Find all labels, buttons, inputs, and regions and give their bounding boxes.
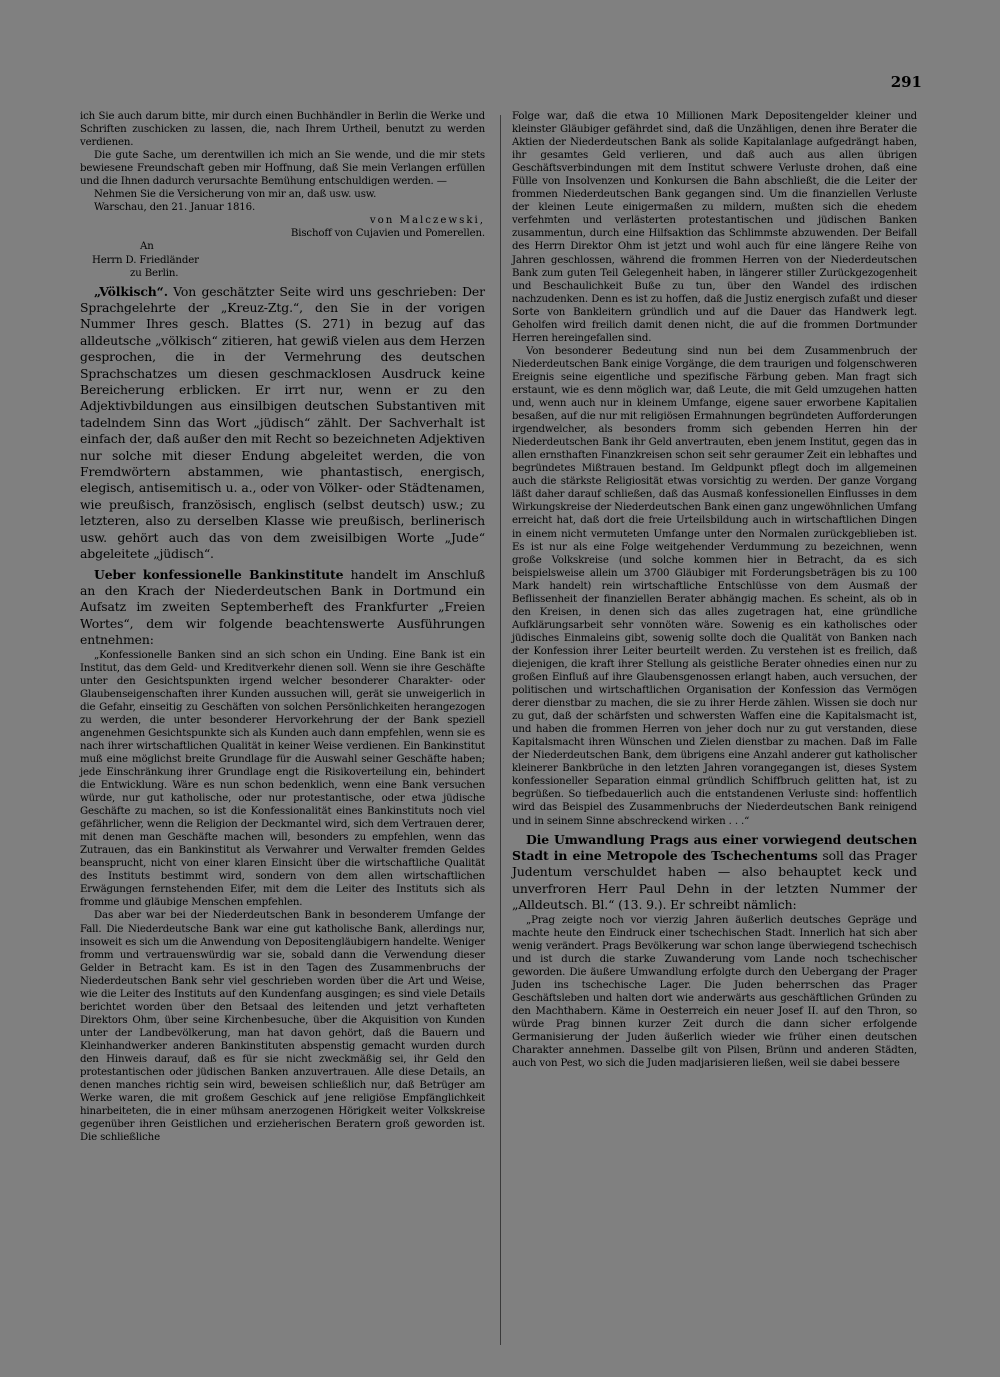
- address-name: Herrn D. Friedländer: [92, 254, 199, 266]
- letter-paragraph-2: Die gute Sache, um derentwillen ich mich an Sie wende, und die mir stets bewiesene Freundschaft geben mir Hoffnung, daß Sie mein Verlangen erfüllen und die Ihnen dadurch verursachte Bemühung entschuldigen werden. —: [80, 150, 485, 188]
- signature-title: Bischoff von Cujavien und Pomerellen.: [290, 228, 485, 240]
- column-divider: [500, 115, 501, 1345]
- page-number: 291: [890, 73, 922, 91]
- bank-quote-paragraph-1: „Konfessionelle Banken sind an sich schon ein Unding. Eine Bank ist ein Institut, das dem Geld- und Kreditverkehr dienen soll. Wenn sie ihre Geschäfte unter den Gesichtspunkten irgend welcher besonderer Charakter- oder Glaubenseigenschaften ihrer Kunden aussuchen will, gerät sie unweigerlich in die Gefahr, einseitig zu Geschäften von solchen Persönlichkeiten herangezogen zu werden, die unter besonderer Hervorkehrung der der Bank speziell angenehmen Gesichtspunkte sich als Kunden auch dann empfehlen, wenn sie es nach ihrer wirtschaftlichen Qualität in keiner Weise verdienen. Ein Bankinstitut muß eine möglichst breite Grundlage für die Auswahl seiner Geschäfte haben; jede Einschränkung ihrer Grundlage engt die Risikoverteilung ein, behindert die Entwicklung. Wäre es nun schon bedenklich, wenn eine Bank versuchen würde, nur gut katholische, oder nur protestantische, oder etwa jüdische Geschäfte zu machen, so ist die Konfessionalität eines Bankinstituts noch viel gefährlicher, wenn die Religion der Deckmantel wird, sich dem Vertrauen derer, mit denen man Geschäfte machen will, besonders zu empfehlen, wenn das Zutrauen, das ein Bankinstitut als Verwahrer und Verwalter fremden Geldes beansprucht, nicht von einer klaren Einsicht über die wirtschaftliche Qualität des Instituts bestimmt wird, sondern von dem allen wirtschaftlichen Erwägungen fernstehenden Eifer, mit dem die Leiter des Instituts sich als fromme und gläubige Menschen empfehlen.: [80, 649, 485, 909]
- voelkisch-text: Von geschätzter Seite wird uns geschrieben: Der Sprachgelehrte der „Kreuz-Ztg.“, den Sie in der vorigen Nummer Ihres gesch. Blattes (S. 271) in bezug auf das alldeutsche „völkisch“ zitieren, hat gewiß vielen aus dem Herzen gesprochen, die in der Vermehrung des deutschen Sprachschatzes um diesen geschmacklosen Ausdruck keine Bereicherung erblicken. Er irrt nur, wenn er zu den Adjektivbildungen aus einsilbigen deutschen Substantiven mit tadelndem Sinn das Wort „jüdisch“ zählt. Der Sachverhalt ist einfach der, daß außer den mit Recht so bezeichneten Adjektiven nur solche mit dieser Endung abgeleitet werden, die von Fremdwörtern abstammen, wie phantastisch, energisch, elegisch, antisemitisch u. a., oder von Völker- oder Städtenamen, wie preußisch, französisch, englisch (selbst deutsch) usw.; zu letzteren, also zu derselben Klasse wie preußisch, berlinerisch usw. gehört auch das von dem zweisilbigen Worte „Jude“ abgeleitete „jüdisch“.: [80, 283, 485, 562]
- voelkisch-heading: „Völkisch“.: [94, 283, 168, 299]
- bank-continuation-1: Folge war, daß die etwa 10 Millionen Mark Depositengelder kleiner und kleinster Gläubiger gefährdet sind, daß die Unzähligen, denen ihre Berater die Aktien der Niederdeutschen Bank als solide Kapitalanlage aufgedrängt haben, ihr gesamtes Geld verlieren, und daß auch aus allen übrigen Geschäftsverbindungen mit dem Institut schwere Verluste drohen, daß eine Fülle von Insolvenzen und Konkursen die Bahn abschließt, die die Leiter der frommen Niederdeutschen Bank gegangen sind. Um die finanziellen Verluste der kleinen Leute einigermaßen zu mildern, mußten sich die ehedem verfehmten und verlästerten protestantischen und jüdischen Banken zusammentun, durch eine Hilfsaktion das Schlimmste abzuwenden. Der Beifall des Herrn Direktor Ohm ist jetzt und wohl auch für eine längere Reihe von Jahren geschlossen, während die frommen Herren von der Niederdeutschen Bank zum guten Teil Gelegenheit haben, in längerer stiller Zurückgezogenheit und Beschaulichkeit Buße zu tun, über den Wandel des irdischen nachzudenken. Denn es ist zu hoffen, daß die Justiz energisch zufaßt und dieser Sorte von Bankleitern gründlich und auf die Dauer das Handwerk legt. Geholfen wird freilich damit denen nicht, die auf die frommen Dortmunder Herren hereingefallen sind.: [512, 111, 917, 344]
- right-column: [512, 110, 917, 1070]
- voelkisch-article: [80, 284, 485, 563]
- prag-intro-text: soll das Prager Judentum verschuldet haben — also behauptet keck und unverfroren Herr Paul Dehn in der letzten Nummer der „Alldeutsch. Bl.“ (13. 9.). Er schreibt nämlich:: [512, 847, 918, 913]
- letter-date: Warschau, den 21. Januar 1816.: [94, 202, 256, 214]
- prag-article-intro: [512, 832, 917, 914]
- address-city: zu Berlin.: [130, 267, 179, 279]
- bank-continuation-2: Von besonderer Bedeutung sind nun bei dem Zusammenbruch der Niederdeutschen Bank einige Vorgänge, die dem traurigen und folgenschweren Ereignis seine eigentliche und spezifische Färbung geben. Man fragt sich erstaunt, wie es denn möglich war, daß Leute, die mit Geld umzugehen hatten und, wenn auch nur in kleinem Umfange, eigene sauer erworbene Kapitalien besaßen, auf die nur mit religiösen Ermahnungen begründeten Aufforderungen irgendwelcher, als besonders fromm sich gebenden Herren hin der Niederdeutschen Bank ihr Geld anvertrauten, eben jenem Institut, gegen das in allen ernsthaften Finanzkreisen schon seit sehr geraumer Zeit ein lebhaftes und begründetes Mißtrauen bestand. Im Geldpunkt pflegt doch im allgemeinen auch die stärkste Religiosität etwas vorsichtig zu werden. Der ganze Vorgang läßt daher darauf schließen, daß das Ausmaß konfessionellen Einflusses in dem Wirkungskreise der Niederdeutschen Bank einen ganz ungewöhnlichen Umfang erreicht hat, daß dort die freie Urteilsbildung auch in wirtschaftlichen Dingen in einem nicht vermuteten Umfange unter den Normalen zurückgeblieben ist. Es ist nur als eine Folge weitgehender Verdummung zu bezeichnen, wenn große Volkskreise (und solche kommen hier in Betracht, da es sich beispielsweise allein um 3700 Gläubiger mit Forderungsbeträgen bis zu 100 Mark handelt) rein wirtschaftliche Entschlüsse von dem Ausmaß der Beflissenheit der finanziellen Berater abhängig machen. Es scheint, als ob in den Kreisen, in denen sich das alles zugetragen hat, eine gründliche Aufklärungsarbeit sehr vonnöten wäre. Sowenig es ein katholisches oder jüdisches Einmaleins gibt, sowenig sollte doch die Qualität von Banken nach der Konfession ihrer Leiter beurteilt werden. Zu verstehen ist es freilich, daß diejenigen, die kraft ihrer Stellung als geistliche Berater ohnedies einen nur zu großen Einfluß auf ihre Glaubensgenossen erlangt haben, auch versuchen, der politischen und wirtschaftlichen Organisation der Konfession das Vermögen derer dienstbar zu machen, die sie zu ihrer Herde zählen. Wissen sie doch nur zu gut, daß der schärfsten und schwersten Waffen eine die Kapitalsmacht ist, und haben die frommen Herren von jeher doch nur zu gut verstanden, diese Kapitalsmacht ihren Wünschen und Zielen dienstbar zu machen. Daß im Falle der Niederdeutschen Bank, dem übrigens eine Anzahl anderer gut katholischer kleinerer Bankbrüche in den letzten Jahren vorangegangen ist, dieses System konfessioneller Separation einmal gründlich Schiffbruch gelitten hat, ist zu begrüßen. So tiefbedauerlich auch die entstandenen Verluste sind: hoffentlich wird das Beispiel des Zusammenbruchs der Niederdeutschen Bank reinigend und in seinem Sinne abschreckend wirken . . .“: [512, 345, 917, 827]
- prag-quote: „Prag zeigte noch vor vierzig Jahren äußerlich deutsches Gepräge und machte heute den Eindruck einer tschechischen Stadt. Innerlich hat sich aber wenig verändert. Prags Bevölkerung war schon lange überwiegend tschechisch und ist durch die starke Zuwanderung vom Lande noch tschechischer geworden. Die äußere Umwandlung erfolgte durch den Uebergang der Prager Juden ins tschechische Lager. Die Juden beherrschen das Prager Geschäftsleben und halten dort wie anderwärts aus geschäftlichen Gründen zu den Machthabern. Käme in Oesterreich ein neuer Josef II. auf den Thron, so würde Prag binnen kurzer Zeit durch die dann sicher erfolgende Germanisierung der Juden äußerlich wieder wie früher einen deutschen Charakter annehmen. Dasselbe gilt von Pilsen, Brünn und anderen Städten, auch von Pest, wo sich die Juden madjarisieren ließen, weil sie dabei bessere: [512, 914, 917, 1070]
- bank-intro-text: handelt im Anschluß an den Krach der Niederdeutschen Bank in Dortmund ein Aufsatz im zweiten Septemberheft des Frankfurter „Freien Wortes“, dem wir folgende beachtenswerte Ausführungen entnehmen:: [80, 566, 486, 648]
- bank-article-intro: [80, 567, 485, 649]
- bank-heading: Ueber konfessionelle Bankinstitute: [94, 566, 344, 582]
- letter-paragraph-3: Nehmen Sie die Versicherung von mir an, daß usw. usw.: [94, 189, 377, 201]
- letter-continuation: ich Sie auch darum bitte, mir durch einen Buchhändler in Berlin die Werke und Schriften zuschicken zu lassen, die, nach Ihrem Urtheil, benutzt zu werden verdienen.: [80, 111, 485, 149]
- left-column: [80, 110, 485, 1144]
- bank-quote-paragraph-2: Das aber war bei der Niederdeutschen Bank in besonderem Umfange der Fall. Die Niederdeutsche Bank war eine gut katholische Bank, allerdings nur, insoweit es sich um die Anwendung von Depositengläubigern handelte. Weniger fromm und vertrauenswürdig war sie, sobald dann die Verwendung dieser Gelder in Betracht kam. Es ist in den Tagen des Zusammenbruchs der Niederdeutschen Bank sehr viel geschrieben worden über die Art und Weise, wie die Leiter des Instituts auf den Kundenfang ausgingen; es sind viele Details berichtet worden über den Betsaal des leitenden und jetzt verhafteten Direktors Ohm, über seine Kirchenbesuche, über die Akquisition von Kunden unter der Landbevölkerung, man hat davon gehört, daß die Bauern und Kleinhandwerker anderen Bankinstituten abspenstig gemacht wurden durch den Hinweis darauf, daß es für sie nicht zweckmäßig sei, ihr Geld den protestantischen oder jüdischen Banken anzuvertrauen. Alle diese Details, an denen manches richtig sein wird, beweisen schließlich nur, daß Betrüger am Werke waren, die mit großem Geschick auf jene religiöse Empfänglichkeit hinarbeiteten, die in einer mühsam anerzogenen Hörigkeit weiter Volkskreise gegenüber ihren Geistlichen und erzieherischen Beratern groß geworden ist. Die schließliche: [80, 910, 485, 1144]
- prag-heading: Die Umwandlung Prags aus einer vorwiegend deutschen Stadt in eine Metropole des Tschechentums: [512, 831, 917, 863]
- signature-name: von Malczewski,: [369, 215, 485, 227]
- address-an: An: [140, 241, 154, 253]
